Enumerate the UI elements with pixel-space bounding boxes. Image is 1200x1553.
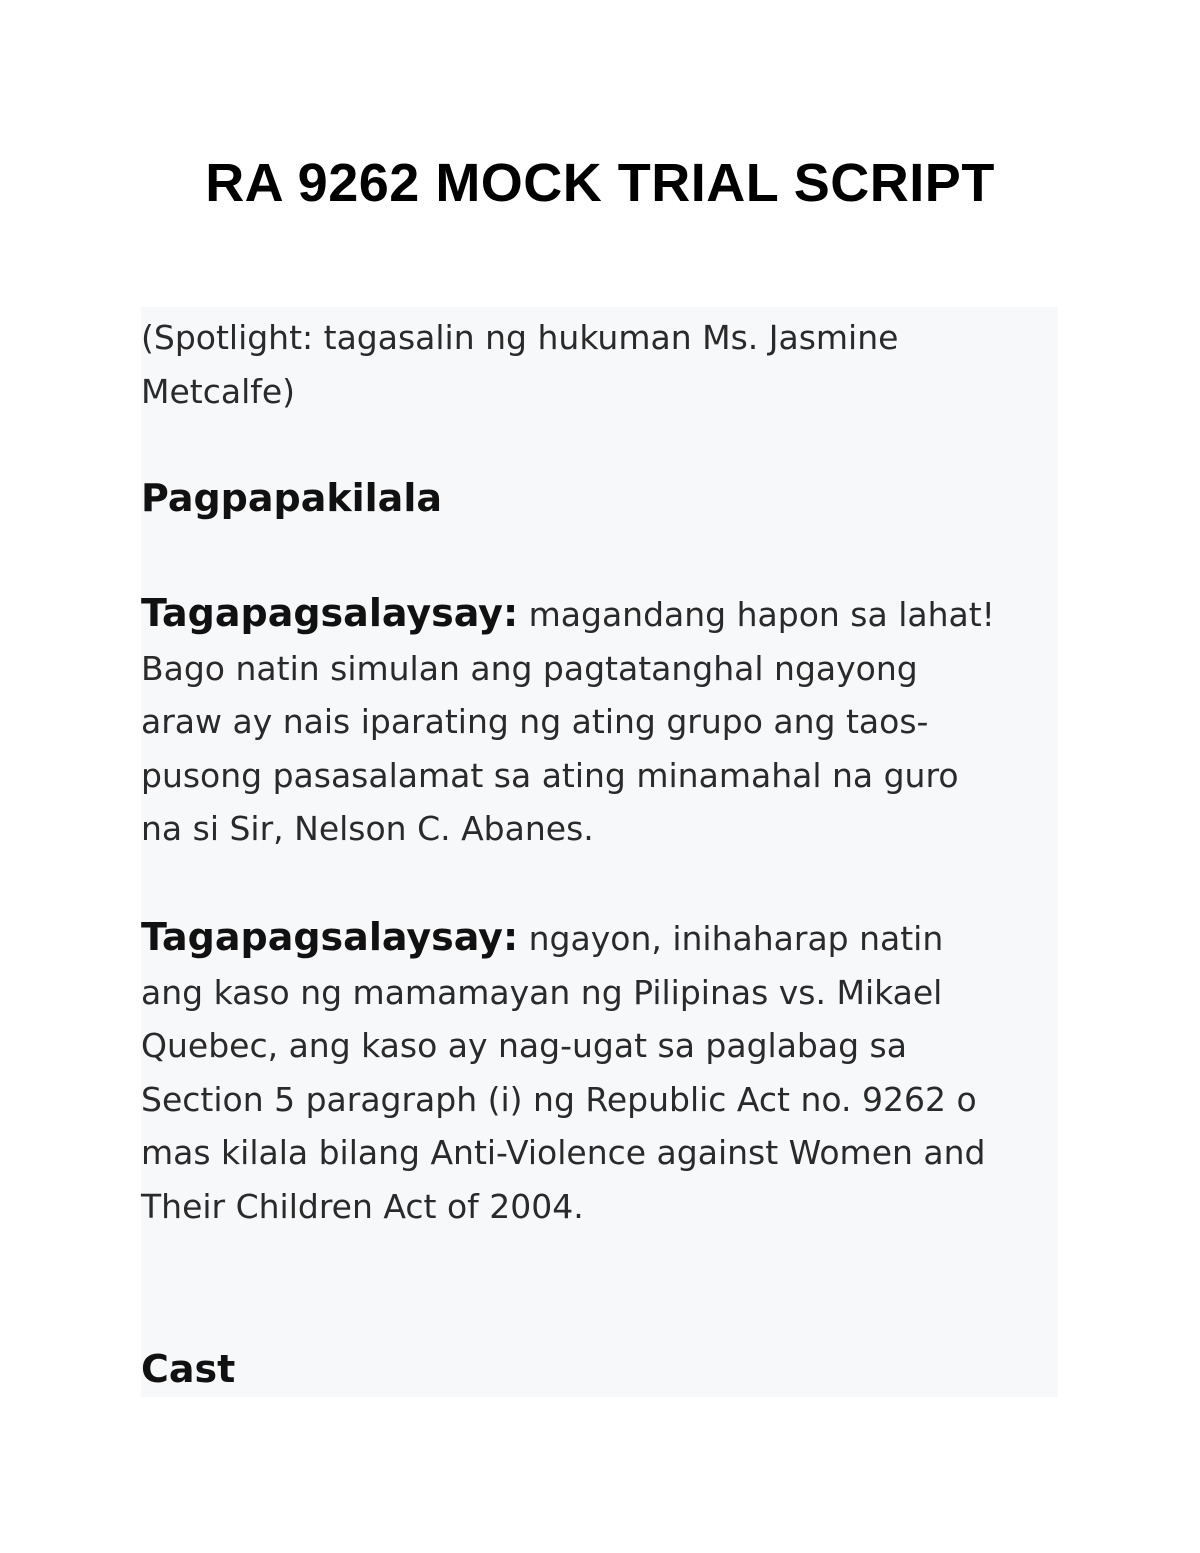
document-title: RA 9262 MOCK TRIAL SCRIPT bbox=[205, 153, 995, 213]
narration-line: Quebec, ang kaso ay nag-ugat sa paglabag sa bbox=[141, 1026, 907, 1065]
section-heading-pagpapakilala: Pagpapakilala bbox=[141, 476, 442, 520]
narration-line: Their Children Act of 2004. bbox=[141, 1186, 584, 1226]
narration-paragraph bbox=[141, 911, 985, 1233]
speaker-label: Tagapagsalaysay: bbox=[141, 915, 519, 959]
narration-paragraph bbox=[141, 587, 995, 856]
spotlight-line: Metcalfe) bbox=[141, 371, 296, 411]
narration-first-line bbox=[141, 911, 985, 966]
spotlight-note bbox=[141, 311, 898, 418]
narration-text: magandang hapon sa lahat! bbox=[518, 595, 995, 634]
script-content bbox=[141, 307, 1058, 1397]
narration-line: ang kaso ng mamamayan ng Pilipinas vs. Mikael bbox=[141, 972, 943, 1012]
narration-line: na si Sir, Nelson C. Abanes. bbox=[141, 809, 594, 848]
narration-line: araw ay nais iparating ng ating grupo ang taos- bbox=[141, 702, 929, 741]
narration-text: ngayon, inihaharap natin bbox=[518, 919, 944, 958]
narration-line: Section 5 paragraph (i) ng Republic Act no. 9262 o bbox=[141, 1079, 977, 1119]
narration-line: Bago natin simulan ang pagtatanghal ngayong bbox=[141, 648, 918, 688]
narration-first-line bbox=[141, 587, 995, 642]
narration-line: pusong pasasalamat sa ating minamahal na guro bbox=[141, 755, 959, 795]
spotlight-line: (Spotlight: tagasalin ng hukuman Ms. Jasmine bbox=[141, 318, 899, 357]
speaker-label: Tagapagsalaysay: bbox=[141, 591, 519, 635]
narration-line: mas kilala bilang Anti-Violence against Women and bbox=[141, 1133, 986, 1172]
section-heading-cast: Cast bbox=[141, 1347, 236, 1391]
